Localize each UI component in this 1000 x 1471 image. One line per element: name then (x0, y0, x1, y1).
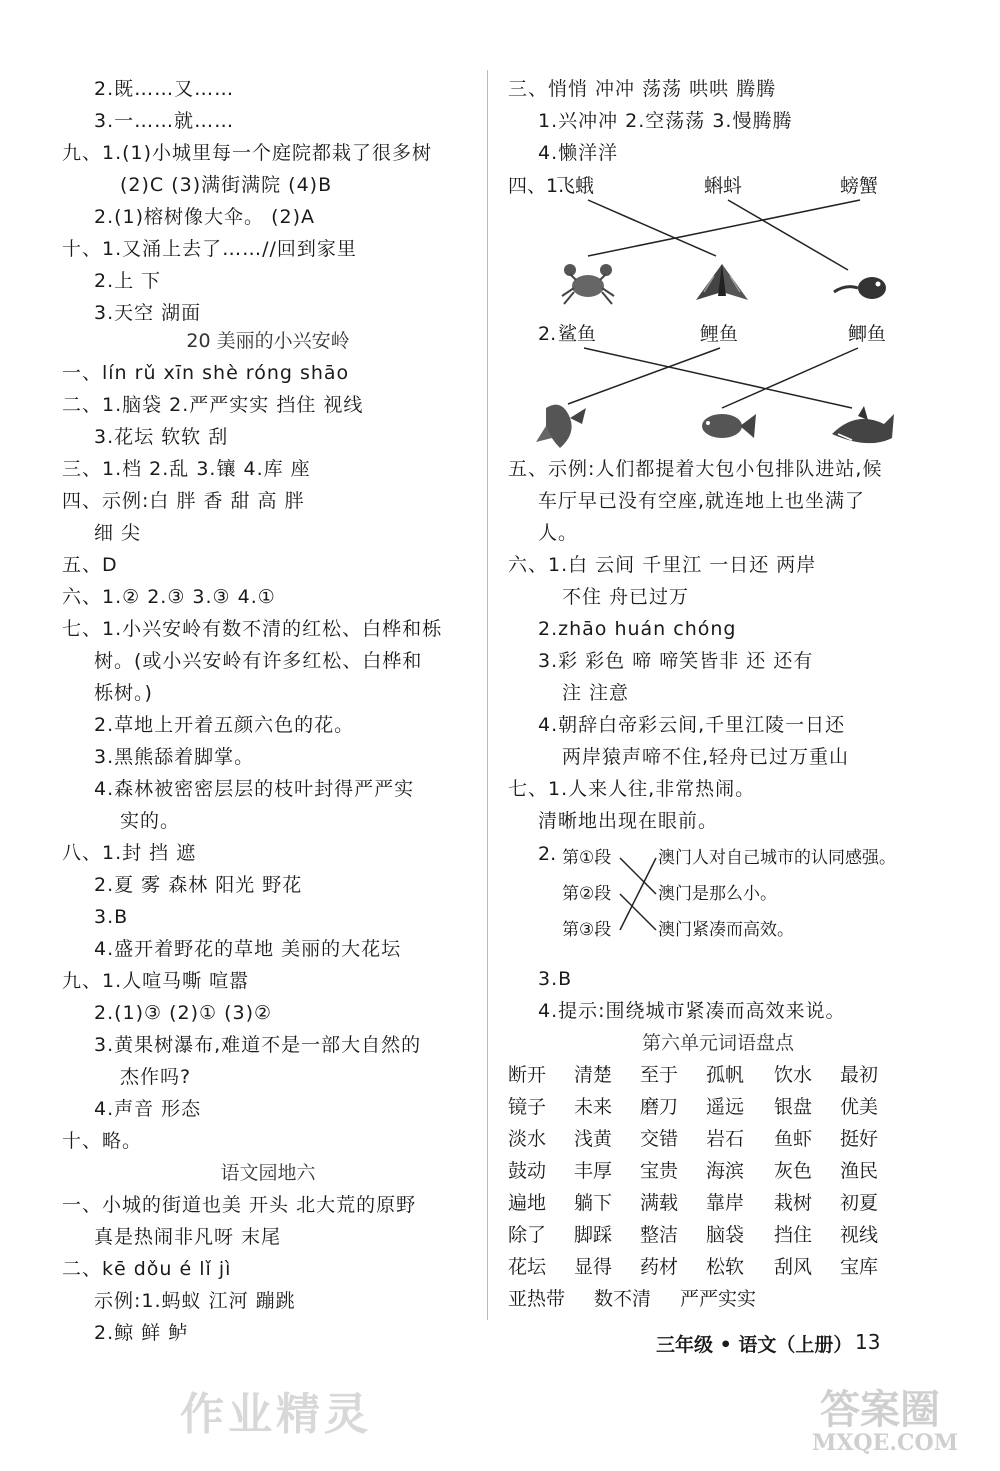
vocab-word: 严严实实 (680, 1288, 757, 1310)
answer-line: 2.鲸 鲜 鲈 (94, 1322, 189, 1344)
answer-line: 六、1.② 2.③ 3.③ 4.① (62, 586, 276, 608)
answer-line: 两岸猿声啼不住,轻舟已过万重山 (562, 746, 850, 768)
answer-line: 4.声音 形态 (94, 1098, 202, 1120)
answer-line: 三、1.档 2.乱 3.镶 4.库 座 (62, 458, 311, 480)
answer-line: 4.朝辞白帝彩云间,千里江陵一日还 (538, 714, 846, 736)
vocab-word: 孤帆 (706, 1064, 745, 1086)
answer-line: 4.懒洋洋 (538, 142, 619, 164)
answer-line: 二、kē dǒu é lǐ jì (62, 1258, 232, 1280)
answer-line: 3.黑熊舔着脚掌。 (94, 746, 255, 768)
vocab-word: 数不清 (594, 1288, 652, 1310)
answer-line: 三、悄悄 冲冲 荡荡 哄哄 腾腾 (508, 78, 777, 100)
vocab-word: 宝库 (840, 1256, 879, 1278)
vocab-word: 除了 (508, 1224, 547, 1246)
vocab-word: 断开 (508, 1064, 547, 1086)
matching-exercise-fish (508, 320, 908, 452)
answer-line: 实的。 (120, 810, 181, 832)
answer-line: 2.既……又…… (94, 78, 235, 100)
vocab-word: 刮风 (774, 1256, 813, 1278)
answer-line: 示例:1.蚂蚁 江河 蹦跳 (94, 1290, 296, 1312)
vocab-word: 最初 (840, 1064, 879, 1086)
vocab-word: 镜子 (508, 1096, 547, 1118)
match-left: 第②段 (562, 884, 612, 904)
vocab-word: 整洁 (640, 1224, 679, 1246)
vocab-word: 满载 (640, 1192, 679, 1214)
vocab-word: 挺好 (840, 1128, 879, 1150)
answer-line: 九、1.人喧马嘶 喧嚣 (62, 970, 250, 992)
answer-line: 树。(或小兴安岭有许多红松、白桦和 (94, 650, 423, 672)
carp-icon (532, 398, 592, 452)
answer-line: 五、示例:人们都提着大包小包排队进站,候 (508, 458, 883, 480)
match-right: 澳门是那么小。 (658, 884, 777, 904)
vocab-word: 药材 (640, 1256, 679, 1278)
vocab-word: 躺下 (574, 1192, 613, 1214)
match-right: 澳门紧凑而高效。 (658, 920, 794, 940)
vocab-word: 遥远 (706, 1096, 745, 1118)
answer-line: 2.夏 雾 森林 阳光 野花 (94, 874, 303, 896)
vocab-word: 靠岸 (706, 1192, 745, 1214)
matching-exercise-insects (508, 172, 908, 312)
answer-line: 3.天空 湖面 (94, 302, 202, 324)
vocab-word: 栽树 (774, 1192, 813, 1214)
crucian-fish-icon (694, 406, 758, 448)
vocab-word: 视线 (840, 1224, 879, 1246)
answer-line: 二、1.脑袋 2.严严实实 挡住 视线 (62, 394, 364, 416)
answer-line: 细 尖 (94, 522, 142, 544)
vocab-word: 初夏 (840, 1192, 879, 1214)
answer-line: 杰作吗? (120, 1066, 192, 1088)
vocab-word: 交错 (640, 1128, 679, 1150)
match-prefix: 2. (538, 323, 557, 345)
moth-icon (692, 256, 752, 308)
answer-line: 注 注意 (562, 682, 630, 704)
vocab-word: 银盘 (774, 1096, 813, 1118)
answer-line: 3.花坛 软软 刮 (94, 426, 229, 448)
answer-line: 3.B (538, 968, 573, 990)
vocab-word: 亚热带 (508, 1288, 566, 1310)
match-label: 鲨鱼 (558, 323, 597, 345)
answer-line: 一、小城的街道也美 开头 北大荒的原野 (62, 1194, 417, 1216)
vocab-word: 丰厚 (574, 1160, 613, 1182)
vocab-word: 灰色 (774, 1160, 813, 1182)
vocab-word: 花坛 (508, 1256, 547, 1278)
vocab-word: 优美 (840, 1096, 879, 1118)
answer-line: 栎树。) (94, 682, 153, 704)
answer-line: 3.一……就…… (94, 110, 235, 132)
answer-line: 十、1.又涌上去了……//回到家里 (62, 238, 357, 260)
vocab-word: 饮水 (774, 1064, 813, 1086)
answer-line: 4.提示:围绕城市紧凑而高效来说。 (538, 1000, 846, 1022)
page-number: 13 (855, 1330, 881, 1354)
vocab-word: 渔民 (840, 1160, 879, 1182)
answer-line: 真是热闹非凡呀 末尾 (94, 1226, 282, 1248)
answer-line: 4.盛开着野花的草地 美丽的大花坛 (94, 938, 402, 960)
answer-line: 七、1.人来人往,非常热闹。 (508, 778, 756, 800)
answer-line: 车厅早已没有空座,就连地上也坐满了 (538, 490, 866, 512)
vocab-word: 鱼虾 (774, 1128, 813, 1150)
section-title: 语文园地六 (220, 1162, 316, 1184)
vocab-word: 松软 (706, 1256, 745, 1278)
match-prefix: 2. (538, 843, 557, 865)
match-label: 飞蛾 (556, 175, 595, 197)
vocab-word: 遍地 (508, 1192, 547, 1214)
match-label: 螃蟹 (840, 175, 879, 197)
match-prefix: 四、1. (508, 175, 565, 197)
answer-line: 不住 舟已过万 (562, 586, 690, 608)
match-lines (508, 840, 928, 960)
corner-watermark-logo: 答案圈 (820, 1386, 940, 1433)
answer-line: 2.(1)③ (2)① (3)② (94, 1002, 273, 1024)
vocab-word: 显得 (574, 1256, 613, 1278)
tadpole-icon (828, 264, 892, 304)
match-left: 第①段 (562, 848, 612, 868)
answer-line: (2)C (3)满街满院 (4)B (120, 174, 333, 196)
match-left: 第③段 (562, 920, 612, 940)
footer-grade-subject: 三年级 • 语文（上册） (656, 1334, 853, 1356)
lesson-title: 20 美丽的小兴安岭 (186, 330, 350, 352)
vocab-word: 岩石 (706, 1128, 745, 1150)
vocab-word: 磨刀 (640, 1096, 679, 1118)
answer-line: 七、1.小兴安岭有数不清的红松、白桦和栎 (62, 618, 443, 640)
vocab-word: 浅黄 (574, 1128, 613, 1150)
vocab-title: 第六单元词语盘点 (641, 1032, 794, 1054)
vocab-word: 脑袋 (706, 1224, 745, 1246)
vocab-word: 鼓动 (508, 1160, 547, 1182)
shark-icon (828, 404, 898, 452)
answer-line: 一、lín rǔ xīn shè róng shāo (62, 362, 350, 384)
answer-line: 2.上 下 (94, 270, 162, 292)
answer-line: 2.(1)榕树像大伞。 (2)A (94, 206, 315, 228)
answer-line: 六、1.白 云间 千里江 一日还 两岸 (508, 554, 817, 576)
match-label: 蝌蚪 (704, 175, 743, 197)
match-label: 鲫鱼 (848, 323, 887, 345)
match-label: 鲤鱼 (700, 323, 739, 345)
vocab-word: 宝贵 (640, 1160, 679, 1182)
answer-line: 1.兴冲冲 2.空荡荡 3.慢腾腾 (538, 110, 793, 132)
match-right: 澳门人对自己城市的认同感强。 (658, 848, 896, 868)
column-divider (487, 70, 488, 1320)
corner-watermark-url: MXQE.COM (812, 1430, 959, 1456)
answer-line: 2.草地上开着五颜六色的花。 (94, 714, 355, 736)
answer-line: 3.彩 彩色 啼 啼笑皆非 还 还有 (538, 650, 814, 672)
answer-line: 九、1.(1)小城里每一个庭院都栽了很多树 (62, 142, 433, 164)
vocab-word: 挡住 (774, 1224, 813, 1246)
answer-line: 2.zhāo huán chóng (538, 618, 737, 640)
answer-line: 清晰地出现在眼前。 (538, 810, 719, 832)
vocab-word: 脚踩 (574, 1224, 613, 1246)
vocab-word: 清楚 (574, 1064, 613, 1086)
answer-line: 3.黄果树瀑布,难道不是一部大自然的 (94, 1034, 422, 1056)
answer-line: 人。 (538, 522, 579, 544)
vocab-word: 未来 (574, 1096, 613, 1118)
matching-exercise-paragraphs (508, 840, 928, 960)
stamp-watermark: 作业精灵 (180, 1389, 372, 1440)
answer-line: 3.B (94, 906, 129, 928)
answer-line: 4.森林被密密层层的枝叶封得严严实 (94, 778, 415, 800)
vocab-word: 淡水 (508, 1128, 547, 1150)
vocab-word: 海滨 (706, 1160, 745, 1182)
answer-line: 五、D (62, 554, 118, 576)
answer-line: 十、略。 (62, 1130, 143, 1152)
crab-icon (558, 258, 618, 308)
answer-line: 八、1.封 挡 遮 (62, 842, 197, 864)
answer-line: 四、示例:白 胖 香 甜 高 胖 (62, 490, 305, 512)
vocab-word: 至于 (640, 1064, 679, 1086)
